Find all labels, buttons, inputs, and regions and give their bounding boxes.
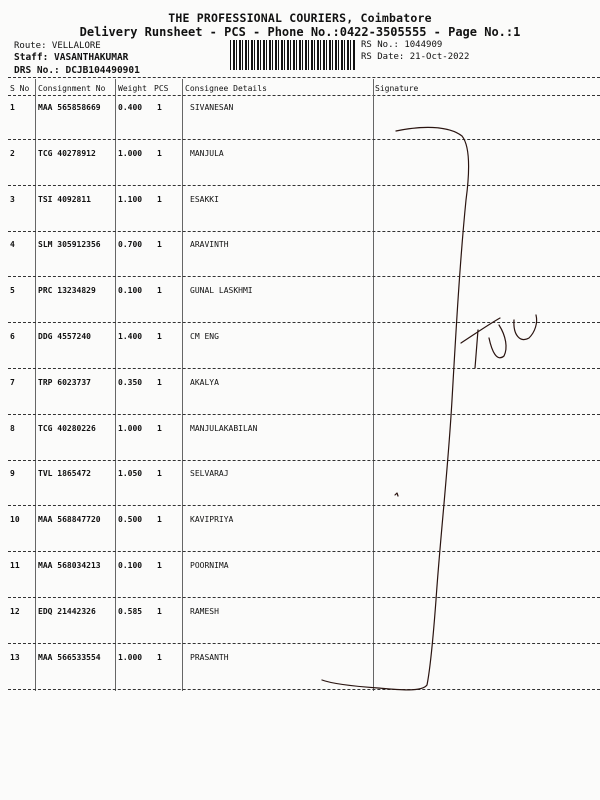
row-pcs: 1 [157, 240, 162, 249]
row-pcs: 1 [157, 378, 162, 387]
route-label: Route: VELLALORE [14, 41, 101, 51]
company-title: THE PROFESSIONAL COURIERS, Coimbatore [168, 11, 432, 25]
row-consignment-no: TRP 6023737 [38, 378, 91, 387]
row-consignment-no: EDQ 21442326 [38, 607, 96, 616]
row-weight: 1.100 [118, 195, 143, 204]
column-header-consignment: Consignment No [38, 84, 106, 93]
row-consignment-no: SLM 305912356 [38, 240, 101, 249]
row-sno: 6 [10, 332, 15, 341]
column-header-consignee: Consignee Details [185, 84, 267, 93]
row-consignee: KAVIPRIYA [190, 515, 234, 524]
row-consignee: SIVANESAN [190, 103, 234, 112]
row-sno: 12 [10, 607, 20, 616]
row-pcs: 1 [157, 515, 162, 524]
column-header-signature: Signature [375, 84, 419, 93]
row-weight: 0.700 [118, 240, 143, 249]
row-consignee: CM ENG [190, 332, 219, 341]
row-sno: 3 [10, 195, 15, 204]
runsheet-subtitle: Delivery Runsheet - PCS - Phone No.:0422-3505555 - Page No.:1 [79, 25, 521, 39]
row-sno: 13 [10, 653, 20, 662]
row-consignee: SELVARAJ [190, 469, 229, 478]
row-pcs: 1 [157, 195, 162, 204]
row-sno: 11 [10, 561, 20, 570]
row-consignee: MANJULA [190, 149, 224, 158]
row-consignment-no: TCG 40280226 [38, 424, 96, 433]
row-pcs: 1 [157, 103, 162, 112]
row-weight: 0.350 [118, 378, 143, 387]
column-header-pcs: PCS [154, 84, 169, 93]
column-header-weight: Weight [118, 84, 147, 93]
row-weight: 1.400 [118, 332, 143, 341]
row-sno: 5 [10, 286, 15, 295]
row-consignee: ESAKKI [190, 195, 219, 204]
row-sno: 7 [10, 378, 15, 387]
row-sno: 9 [10, 469, 15, 478]
rs-number: RS No.: 1044909 [361, 40, 443, 50]
row-consignee: GUNAL LASKHMI [190, 286, 253, 295]
row-consignee: ARAVINTH [190, 240, 229, 249]
row-sno: 1 [10, 103, 15, 112]
row-pcs: 1 [157, 424, 162, 433]
rs-date: RS Date: 21-Oct-2022 [361, 52, 470, 62]
row-weight: 0.100 [118, 561, 143, 570]
row-pcs: 1 [157, 286, 162, 295]
row-consignment-no: MAA 565858669 [38, 103, 101, 112]
row-consignment-no: MAA 568034213 [38, 561, 101, 570]
row-consignment-no: MAA 568847720 [38, 515, 101, 524]
row-sno: 8 [10, 424, 15, 433]
row-consignee: MANJULAKABILAN [190, 424, 258, 433]
row-pcs: 1 [157, 561, 162, 570]
row-weight: 1.000 [118, 424, 143, 433]
row-weight: 1.050 [118, 469, 143, 478]
row-consignment-no: TVL 1865472 [38, 469, 91, 478]
row-pcs: 1 [157, 469, 162, 478]
row-consignment-no: DDG 4557240 [38, 332, 91, 341]
row-sno: 4 [10, 240, 15, 249]
row-consignee: PRASANTH [190, 653, 229, 662]
row-pcs: 1 [157, 149, 162, 158]
row-weight: 0.500 [118, 515, 143, 524]
row-sno: 2 [10, 149, 15, 158]
row-pcs: 1 [157, 607, 162, 616]
row-sno: 10 [10, 515, 20, 524]
staff-label: Staff: VASANTHAKUMAR [14, 52, 129, 63]
row-weight: 1.000 [118, 149, 143, 158]
row-consignment-no: TCG 40278912 [38, 149, 96, 158]
row-weight: 0.400 [118, 103, 143, 112]
row-pcs: 1 [157, 332, 162, 341]
row-consignee: RAMESH [190, 607, 219, 616]
row-consignment-no: TSI 4092811 [38, 195, 91, 204]
row-consignment-no: PRC 13234829 [38, 286, 96, 295]
row-consignee: AKALYA [190, 378, 219, 387]
row-weight: 0.100 [118, 286, 143, 295]
row-weight: 1.000 [118, 653, 143, 662]
row-pcs: 1 [157, 653, 162, 662]
row-consignment-no: MAA 566533554 [38, 653, 101, 662]
row-consignee: POORNIMA [190, 561, 229, 570]
drs-number: DRS No.: DCJB104490901 [14, 65, 140, 76]
column-header-sno: S No [10, 84, 30, 93]
row-weight: 0.585 [118, 607, 143, 616]
